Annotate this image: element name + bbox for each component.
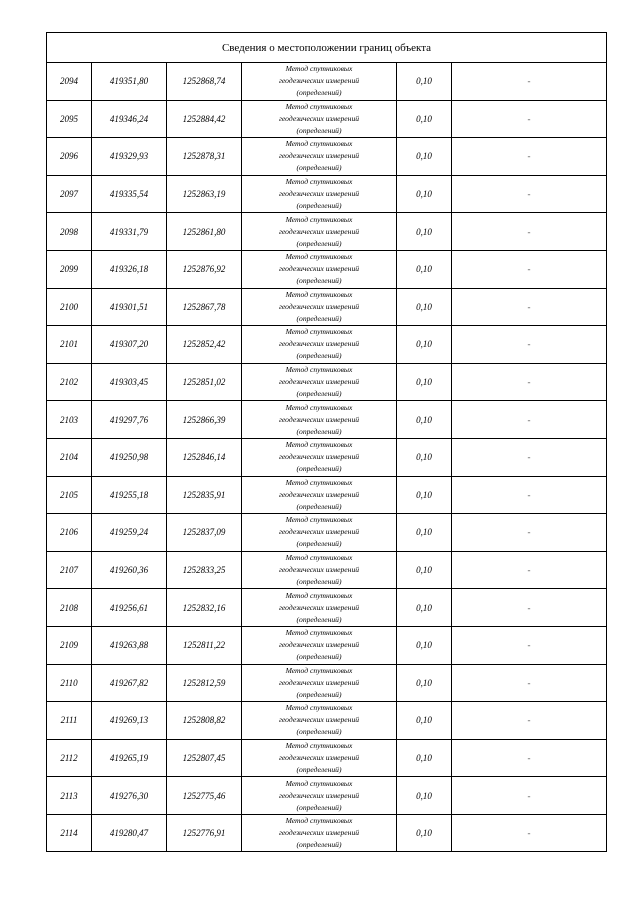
accuracy-cell: 0,10 — [397, 514, 452, 552]
method-line: геодезических измерений — [278, 640, 360, 650]
note-cell: - — [452, 363, 607, 401]
x-coordinate-cell: 419301,51 — [92, 288, 167, 326]
x-coordinate-cell: 419331,79 — [92, 213, 167, 251]
method-cell — [242, 626, 397, 664]
method-cell — [242, 664, 397, 702]
method-cell — [242, 551, 397, 589]
table-row — [47, 664, 607, 702]
method-line: Метод спутниковых — [285, 327, 353, 337]
table-row — [47, 589, 607, 627]
method-line: (определений) — [296, 539, 342, 549]
table-row — [47, 476, 607, 514]
table-body — [47, 33, 607, 852]
point-number-cell: 2108 — [47, 589, 92, 627]
method-line: геодезических измерений — [278, 452, 360, 462]
method-line: Метод спутниковых — [285, 101, 353, 111]
method-line: Метод спутниковых — [285, 740, 353, 750]
accuracy-cell: 0,10 — [397, 213, 452, 251]
note-cell: - — [452, 739, 607, 777]
method-line: (определений) — [296, 464, 342, 474]
method-line: Метод спутниковых — [285, 628, 353, 638]
x-coordinate-cell: 419346,24 — [92, 100, 167, 138]
table-row — [47, 438, 607, 476]
method-cell — [242, 250, 397, 288]
y-coordinate-cell: 1252833,25 — [167, 551, 242, 589]
y-coordinate-cell: 1252837,09 — [167, 514, 242, 552]
point-number-cell: 2098 — [47, 213, 92, 251]
x-coordinate-cell: 419267,82 — [92, 664, 167, 702]
note-cell: - — [452, 438, 607, 476]
table-row — [47, 63, 607, 101]
x-coordinate-cell: 419276,30 — [92, 777, 167, 815]
method-line: (определений) — [296, 163, 342, 173]
note-cell: - — [452, 138, 607, 176]
method-cell — [242, 589, 397, 627]
table-row — [47, 138, 607, 176]
x-coordinate-cell: 419297,76 — [92, 401, 167, 439]
note-cell: - — [452, 100, 607, 138]
accuracy-cell: 0,10 — [397, 814, 452, 852]
method-line: Метод спутниковых — [285, 515, 353, 525]
accuracy-cell: 0,10 — [397, 401, 452, 439]
note-cell: - — [452, 288, 607, 326]
x-coordinate-cell: 419255,18 — [92, 476, 167, 514]
accuracy-cell: 0,10 — [397, 175, 452, 213]
point-number-cell: 2113 — [47, 777, 92, 815]
method-line: геодезических измерений — [278, 377, 360, 387]
method-line: (определений) — [296, 614, 342, 624]
boundary-table — [46, 32, 607, 852]
y-coordinate-cell: 1252876,92 — [167, 250, 242, 288]
table-row — [47, 175, 607, 213]
method-line: (определений) — [296, 652, 342, 662]
method-line: Метод спутниковых — [285, 64, 353, 74]
accuracy-cell: 0,10 — [397, 664, 452, 702]
accuracy-cell: 0,10 — [397, 138, 452, 176]
y-coordinate-cell: 1252846,14 — [167, 438, 242, 476]
x-coordinate-cell: 419335,54 — [92, 175, 167, 213]
y-coordinate-cell: 1252835,91 — [167, 476, 242, 514]
accuracy-cell: 0,10 — [397, 326, 452, 364]
method-line: геодезических измерений — [278, 790, 360, 800]
note-cell: - — [452, 551, 607, 589]
x-coordinate-cell: 419263,88 — [92, 626, 167, 664]
point-number-cell: 2107 — [47, 551, 92, 589]
x-coordinate-cell: 419351,80 — [92, 63, 167, 101]
table-row — [47, 702, 607, 740]
accuracy-cell: 0,10 — [397, 626, 452, 664]
point-number-cell: 2095 — [47, 100, 92, 138]
method-line: геодезических измерений — [278, 189, 360, 199]
method-line: (определений) — [296, 727, 342, 737]
method-cell — [242, 138, 397, 176]
method-line: (определений) — [296, 764, 342, 774]
y-coordinate-cell: 1252851,02 — [167, 363, 242, 401]
accuracy-cell: 0,10 — [397, 438, 452, 476]
table-row — [47, 100, 607, 138]
table-row — [47, 814, 607, 852]
method-cell — [242, 739, 397, 777]
note-cell: - — [452, 589, 607, 627]
note-cell: - — [452, 175, 607, 213]
method-line: Метод спутниковых — [285, 139, 353, 149]
point-number-cell: 2114 — [47, 814, 92, 852]
table-row — [47, 777, 607, 815]
method-line: (определений) — [296, 313, 342, 323]
method-cell — [242, 63, 397, 101]
table-row — [47, 213, 607, 251]
x-coordinate-cell: 419250,98 — [92, 438, 167, 476]
method-line: (определений) — [296, 276, 342, 286]
point-number-cell: 2102 — [47, 363, 92, 401]
note-cell: - — [452, 213, 607, 251]
method-line: Метод спутниковых — [285, 665, 353, 675]
method-line: Метод спутниковых — [285, 553, 353, 563]
y-coordinate-cell: 1252866,39 — [167, 401, 242, 439]
note-cell: - — [452, 401, 607, 439]
x-coordinate-cell: 419260,36 — [92, 551, 167, 589]
method-cell — [242, 438, 397, 476]
method-line: Метод спутниковых — [285, 590, 353, 600]
accuracy-cell: 0,10 — [397, 777, 452, 815]
point-number-cell: 2111 — [47, 702, 92, 740]
y-coordinate-cell: 1252861,80 — [167, 213, 242, 251]
method-line: геодезических измерений — [278, 677, 360, 687]
x-coordinate-cell: 419265,19 — [92, 739, 167, 777]
table-row — [47, 363, 607, 401]
x-coordinate-cell: 419329,93 — [92, 138, 167, 176]
point-number-cell: 2097 — [47, 175, 92, 213]
table-row — [47, 514, 607, 552]
method-cell — [242, 514, 397, 552]
y-coordinate-cell: 1252884,42 — [167, 100, 242, 138]
point-number-cell: 2101 — [47, 326, 92, 364]
method-cell — [242, 213, 397, 251]
method-line: Метод спутниковых — [285, 703, 353, 713]
method-cell — [242, 476, 397, 514]
method-line: геодезических измерений — [278, 264, 360, 274]
accuracy-cell: 0,10 — [397, 363, 452, 401]
method-line: Метод спутниковых — [285, 289, 353, 299]
table-row — [47, 250, 607, 288]
method-line: Метод спутниковых — [285, 440, 353, 450]
note-cell: - — [452, 514, 607, 552]
y-coordinate-cell: 1252807,45 — [167, 739, 242, 777]
note-cell: - — [452, 814, 607, 852]
note-cell: - — [452, 702, 607, 740]
accuracy-cell: 0,10 — [397, 288, 452, 326]
method-line: (определений) — [296, 351, 342, 361]
method-line: геодезических измерений — [278, 113, 360, 123]
x-coordinate-cell: 419303,45 — [92, 363, 167, 401]
method-line: (определений) — [296, 201, 342, 211]
point-number-cell: 2112 — [47, 739, 92, 777]
point-number-cell: 2094 — [47, 63, 92, 101]
method-line: геодезических измерений — [278, 301, 360, 311]
method-line: Метод спутниковых — [285, 252, 353, 262]
accuracy-cell: 0,10 — [397, 250, 452, 288]
note-cell: - — [452, 250, 607, 288]
title-row — [47, 33, 607, 63]
accuracy-cell: 0,10 — [397, 551, 452, 589]
method-line: (определений) — [296, 840, 342, 850]
method-line: Метод спутниковых — [285, 402, 353, 412]
method-line: геодезических измерений — [278, 565, 360, 575]
table-row — [47, 288, 607, 326]
method-line: геодезических измерений — [278, 489, 360, 499]
x-coordinate-cell: 419269,13 — [92, 702, 167, 740]
method-line: геодезических измерений — [278, 715, 360, 725]
method-line: геодезических измерений — [278, 151, 360, 161]
method-line: Метод спутниковых — [285, 477, 353, 487]
y-coordinate-cell: 1252852,42 — [167, 326, 242, 364]
x-coordinate-cell: 419280,47 — [92, 814, 167, 852]
method-line: Метод спутниковых — [285, 177, 353, 187]
method-line: геодезических измерений — [278, 752, 360, 762]
x-coordinate-cell: 419326,18 — [92, 250, 167, 288]
point-number-cell: 2110 — [47, 664, 92, 702]
method-line: (определений) — [296, 389, 342, 399]
method-cell — [242, 814, 397, 852]
table-row — [47, 739, 607, 777]
accuracy-cell: 0,10 — [397, 63, 452, 101]
y-coordinate-cell: 1252863,19 — [167, 175, 242, 213]
y-coordinate-cell: 1252868,74 — [167, 63, 242, 101]
method-cell — [242, 401, 397, 439]
y-coordinate-cell: 1252775,46 — [167, 777, 242, 815]
point-number-cell: 2103 — [47, 401, 92, 439]
note-cell: - — [452, 326, 607, 364]
method-line: геодезических измерений — [278, 828, 360, 838]
table-row — [47, 326, 607, 364]
method-line: геодезических измерений — [278, 76, 360, 86]
y-coordinate-cell: 1252808,82 — [167, 702, 242, 740]
x-coordinate-cell: 419307,20 — [92, 326, 167, 364]
method-line: (определений) — [296, 802, 342, 812]
table-title: Сведения о местоположении границ объекта — [47, 33, 607, 63]
method-line: Метод спутниковых — [285, 778, 353, 788]
method-line: геодезических измерений — [278, 602, 360, 612]
table-row — [47, 551, 607, 589]
method-line: Метод спутниковых — [285, 365, 353, 375]
method-cell — [242, 363, 397, 401]
method-cell — [242, 326, 397, 364]
y-coordinate-cell: 1252776,91 — [167, 814, 242, 852]
table-row — [47, 626, 607, 664]
point-number-cell: 2100 — [47, 288, 92, 326]
y-coordinate-cell: 1252811,22 — [167, 626, 242, 664]
method-cell — [242, 777, 397, 815]
y-coordinate-cell: 1252878,31 — [167, 138, 242, 176]
method-line: (определений) — [296, 238, 342, 248]
accuracy-cell: 0,10 — [397, 589, 452, 627]
y-coordinate-cell: 1252812,59 — [167, 664, 242, 702]
method-line: (определений) — [296, 577, 342, 587]
accuracy-cell: 0,10 — [397, 739, 452, 777]
point-number-cell: 2096 — [47, 138, 92, 176]
method-line: геодезических измерений — [278, 226, 360, 236]
method-line: (определений) — [296, 88, 342, 98]
accuracy-cell: 0,10 — [397, 476, 452, 514]
method-cell — [242, 175, 397, 213]
note-cell: - — [452, 63, 607, 101]
point-number-cell: 2104 — [47, 438, 92, 476]
point-number-cell: 2105 — [47, 476, 92, 514]
method-line: геодезических измерений — [278, 527, 360, 537]
point-number-cell: 2106 — [47, 514, 92, 552]
x-coordinate-cell: 419256,61 — [92, 589, 167, 627]
method-cell — [242, 100, 397, 138]
method-line: геодезических измерений — [278, 414, 360, 424]
table-row — [47, 401, 607, 439]
method-line: (определений) — [296, 125, 342, 135]
accuracy-cell: 0,10 — [397, 702, 452, 740]
method-line: Метод спутниковых — [285, 214, 353, 224]
y-coordinate-cell: 1252832,16 — [167, 589, 242, 627]
point-number-cell: 2099 — [47, 250, 92, 288]
method-line: (определений) — [296, 689, 342, 699]
note-cell: - — [452, 626, 607, 664]
method-line: (определений) — [296, 426, 342, 436]
method-line: геодезических измерений — [278, 339, 360, 349]
method-cell — [242, 702, 397, 740]
note-cell: - — [452, 476, 607, 514]
note-cell: - — [452, 664, 607, 702]
method-cell — [242, 288, 397, 326]
method-line: (определений) — [296, 501, 342, 511]
x-coordinate-cell: 419259,24 — [92, 514, 167, 552]
point-number-cell: 2109 — [47, 626, 92, 664]
note-cell: - — [452, 777, 607, 815]
method-line: Метод спутниковых — [285, 816, 353, 826]
y-coordinate-cell: 1252867,78 — [167, 288, 242, 326]
accuracy-cell: 0,10 — [397, 100, 452, 138]
